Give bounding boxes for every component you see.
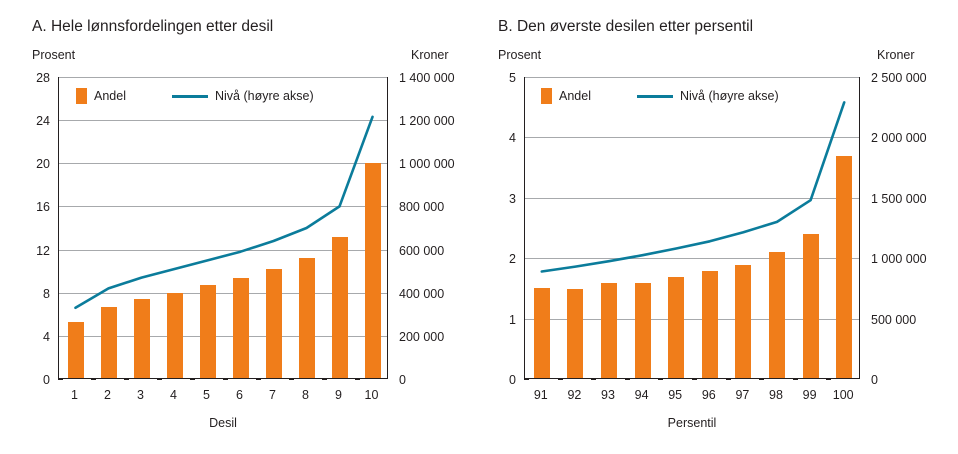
x-tick-label: 97 — [735, 388, 750, 402]
legend-label: Nivå (høyre akse) — [679, 89, 779, 103]
y2-tick-label: 1 200 000 — [399, 114, 455, 128]
x-tickmark — [322, 379, 327, 380]
x-tick-label: 5 — [203, 388, 210, 402]
y-tick-label: 4 — [509, 131, 516, 145]
chart-a-left-axis-unit: Prosent — [32, 48, 76, 62]
x-tickmark — [625, 379, 630, 380]
y-tick-label: 8 — [43, 287, 50, 301]
y2-tick-label: 1 500 000 — [871, 192, 927, 206]
x-tick-label: 9 — [335, 388, 342, 402]
chart-a-legend — [76, 88, 314, 104]
y2-tick-label: 2 500 000 — [871, 71, 927, 85]
y-tick-label: 4 — [43, 330, 50, 344]
x-tick-label: 92 — [567, 388, 582, 402]
legend-label: Andel — [559, 89, 591, 103]
x-tick-label: 95 — [668, 388, 683, 402]
y-tick-label: 5 — [509, 71, 516, 85]
legend-line-swatch-icon — [172, 95, 208, 98]
x-tick-label: 10 — [364, 388, 379, 402]
y-tick-label: 16 — [36, 200, 50, 214]
chart-b-line-series — [525, 77, 861, 379]
chart-b-plot-area — [524, 77, 860, 379]
y-tick-label: 24 — [36, 114, 50, 128]
x-tickmark — [91, 379, 96, 380]
x-tick-label: 98 — [769, 388, 783, 402]
x-tick-label: 100 — [832, 388, 854, 402]
y2-tick-label: 0 — [871, 373, 878, 387]
x-tickmark — [289, 379, 294, 380]
chart-b-right-axis-unit: Kroner — [877, 48, 915, 62]
x-tickmark — [157, 379, 162, 380]
x-tickmark — [355, 379, 360, 380]
legend-label: Andel — [94, 89, 126, 103]
y2-tick-label: 200 000 — [399, 330, 445, 344]
y2-tick-label: 1 000 000 — [871, 252, 927, 266]
x-tickmark — [124, 379, 129, 380]
chart-b-title: B. Den øverste desilen etter persentil — [498, 18, 754, 35]
x-tickmark — [190, 379, 195, 380]
chart-a-x-axis-title: Desil — [209, 416, 237, 430]
legend-label: Nivå (høyre akse) — [214, 89, 314, 103]
x-tick-label: 3 — [137, 388, 144, 402]
x-tickmark — [726, 379, 731, 380]
y2-tick-label: 0 — [399, 373, 406, 387]
legend-bar-swatch-icon — [541, 88, 552, 104]
y-tick-label: 2 — [509, 252, 516, 266]
y2-tick-label: 2 000 000 — [871, 131, 927, 145]
x-tickmark — [223, 379, 228, 380]
x-tickmark — [658, 379, 663, 380]
y-tick-label: 0 — [509, 373, 516, 387]
x-tick-label: 8 — [302, 388, 309, 402]
chart-a-title: A. Hele lønnsfordelingen etter desil — [32, 18, 274, 35]
x-tick-label: 96 — [701, 388, 716, 402]
x-tickmark — [58, 379, 63, 380]
y2-tick-label: 500 000 — [871, 313, 917, 327]
y2-tick-label: 600 000 — [399, 244, 445, 258]
y-tick-label: 12 — [36, 244, 50, 258]
legend-item-niva — [637, 89, 779, 103]
x-tick-label: 2 — [104, 388, 111, 402]
chart-b-x-axis-title: Persentil — [667, 416, 717, 430]
x-tickmark — [591, 379, 596, 380]
chart-b-left-axis-unit: Prosent — [498, 48, 542, 62]
legend-bar-swatch-icon — [76, 88, 87, 104]
legend-item-andel — [76, 88, 126, 104]
x-tick-label: 4 — [170, 388, 177, 402]
chart-b-legend — [541, 88, 779, 104]
chart-a-plot-area — [58, 77, 388, 379]
x-tick-label: 99 — [802, 388, 817, 402]
legend-item-andel — [541, 88, 591, 104]
legend-item-niva — [172, 89, 314, 103]
x-tickmark — [793, 379, 798, 380]
x-tickmark — [826, 379, 831, 380]
y-tick-label: 1 — [509, 313, 516, 327]
y2-tick-label: 1 000 000 — [399, 157, 455, 171]
x-tickmark — [256, 379, 261, 380]
x-tickmark — [524, 379, 529, 380]
x-tick-label: 91 — [533, 388, 548, 402]
x-tick-label: 7 — [269, 388, 276, 402]
x-tickmark — [692, 379, 697, 380]
x-tick-label: 1 — [71, 388, 78, 402]
y-tick-label: 0 — [43, 373, 50, 387]
y-tick-label: 20 — [36, 157, 50, 171]
chart-panel-b — [479, 0, 958, 454]
x-tick-label: 94 — [634, 388, 649, 402]
y-tick-label: 28 — [36, 71, 50, 85]
x-tickmark — [558, 379, 563, 380]
chart-a-right-axis-unit: Kroner — [411, 48, 449, 62]
chart-a-line-series — [59, 77, 389, 379]
y2-tick-label: 1 400 000 — [399, 71, 455, 85]
x-tickmark — [759, 379, 764, 380]
y2-tick-label: 800 000 — [399, 200, 445, 214]
legend-line-swatch-icon — [637, 95, 673, 98]
y2-tick-label: 400 000 — [399, 287, 445, 301]
x-tick-label: 93 — [601, 388, 615, 402]
y-tick-label: 3 — [509, 192, 516, 206]
x-tick-label: 6 — [236, 388, 243, 402]
